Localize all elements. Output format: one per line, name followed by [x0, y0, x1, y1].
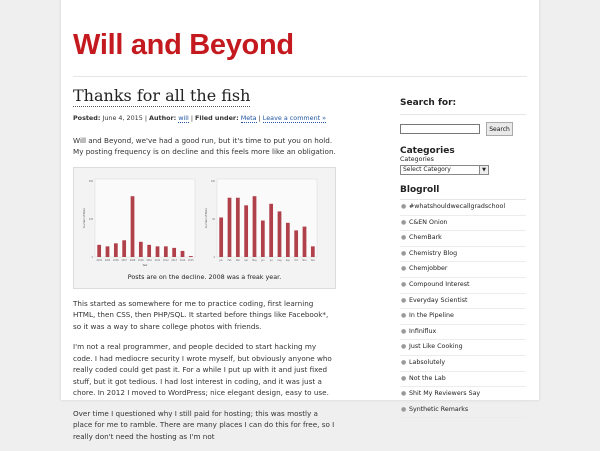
- blogroll-widget-title: Blogroll: [400, 185, 440, 195]
- chart-plot-area: [217, 179, 317, 257]
- chart-bar: [228, 197, 232, 256]
- x-tick-label: 2015: [188, 258, 194, 262]
- x-axis-label: Year: [142, 263, 148, 267]
- chart-bar: [131, 196, 135, 257]
- x-tick-label: Aug: [277, 258, 282, 262]
- x-tick-label: 2012: [163, 258, 169, 262]
- categories-label: Categories: [400, 156, 434, 163]
- y-tick-label: 100: [210, 179, 215, 183]
- post-meta: Posted: June 4, 2015 | Author: will | Filed under: Meta | Leave a comment »: [73, 114, 327, 122]
- chart-bar: [139, 241, 143, 256]
- chart-bar: [253, 196, 257, 257]
- sidebar: [400, 98, 526, 418]
- blogroll-item: [400, 403, 526, 419]
- bullet-icon: ●: [401, 405, 407, 413]
- bullet-icon: ●: [401, 358, 407, 366]
- y-axis-label: Number of Posts: [83, 207, 86, 228]
- x-tick-label: 2014: [179, 258, 186, 262]
- chart-bar: [236, 197, 240, 256]
- y-tick-label: 50: [212, 217, 215, 221]
- chart-bar: [106, 246, 110, 257]
- bullet-icon: ●: [401, 265, 407, 273]
- bullet-icon: ●: [401, 280, 407, 288]
- search-widget-title: Search for:: [400, 98, 457, 108]
- blogroll-item: [400, 294, 526, 310]
- blogroll-link[interactable]: Just Like Cooking: [409, 343, 463, 351]
- category-link[interactable]: Meta: [240, 114, 257, 122]
- post-date: June 4, 2015: [102, 114, 143, 122]
- blogroll-link[interactable]: Synthetic Remarks: [409, 405, 469, 413]
- x-tick-label: Sep: [285, 258, 290, 262]
- x-tick-label: Jun: [261, 258, 265, 262]
- post-paragraph: I'm not a real programmer, and people decided to start hacking my code. I had mediocre security I wrote myself, but obviously anyone who really coded could get past it. For a while I put up with it and just fixed stuff, but it got tedious. I had lost interest in coding, and it was just a chore. In 2012 I moved to WordPress; nice elegant design, easy to use.: [73, 342, 332, 397]
- search-button[interactable]: Search: [486, 122, 513, 136]
- x-tick-label: Mar: [235, 258, 240, 262]
- blogroll-list: [400, 200, 526, 418]
- chevron-down-icon[interactable]: ▼: [479, 166, 488, 174]
- blogroll-item: [400, 309, 526, 325]
- chart-bar: [172, 247, 176, 256]
- x-tick-label: Jan: [219, 258, 223, 262]
- blogroll-link[interactable]: Not the Lab: [409, 374, 446, 382]
- x-tick-label: 2013: [171, 258, 177, 262]
- bullet-icon: ●: [401, 312, 407, 320]
- widget-divider: [400, 114, 526, 115]
- chart-bar: [156, 246, 160, 257]
- posts-charts: [77, 171, 332, 273]
- x-tick-label: Jul: [269, 258, 273, 262]
- chart-bar: [269, 203, 273, 256]
- chart-bar: [114, 243, 118, 257]
- bullet-icon: ●: [401, 374, 407, 382]
- x-tick-label: Feb: [227, 258, 232, 262]
- x-tick-label: Apr: [244, 258, 249, 262]
- bullet-icon: ●: [401, 296, 407, 304]
- category-select-value: Select Category: [403, 166, 451, 173]
- chart-bar: [219, 217, 223, 257]
- chart-bar: [294, 230, 298, 257]
- post-title[interactable]: Thanks for all the fish: [73, 86, 251, 105]
- x-tick-label: 2008: [129, 258, 136, 262]
- blogroll-item: [400, 200, 526, 216]
- blogroll-item: [400, 262, 526, 278]
- x-tick-label: May: [252, 258, 257, 262]
- author-label: Author:: [149, 114, 177, 122]
- bullet-icon: ●: [401, 343, 407, 351]
- x-tick-label: 2010: [146, 258, 152, 262]
- site-title[interactable]: Will and Beyond: [73, 29, 294, 61]
- chart-bar: [181, 250, 185, 256]
- x-tick-label: 2004: [96, 258, 102, 262]
- leave-comment-link[interactable]: Leave a comment »: [262, 114, 327, 122]
- chart-bar: [147, 244, 151, 256]
- blogroll-item: [400, 325, 526, 341]
- bullet-icon: ●: [401, 390, 407, 398]
- search-input[interactable]: [400, 124, 480, 134]
- blogroll-link[interactable]: Compound Interest: [409, 280, 470, 288]
- blogroll-link[interactable]: Chemjobber: [409, 265, 448, 273]
- chart-bar: [311, 246, 315, 257]
- post-paragraph: Over time I questioned why I still paid for hosting; this was mostly a place for me to ramble. There are many places I can do this for free, so I really don't need the hosting as I'm not: [73, 408, 335, 441]
- y-tick-label: 125: [88, 217, 93, 221]
- x-tick-label: 2007: [121, 258, 127, 262]
- chart-bar: [286, 222, 290, 256]
- blogroll-link[interactable]: #whatshouldwecallgradschool: [409, 203, 506, 210]
- x-tick-label: Oct: [294, 258, 299, 262]
- y-tick-label: 0: [213, 255, 215, 259]
- x-tick-label: 2009: [138, 258, 144, 262]
- posted-label: Posted:: [73, 114, 101, 122]
- header-divider: [73, 76, 527, 77]
- x-tick-label: 2005: [104, 258, 111, 262]
- blogroll-item: [400, 247, 526, 263]
- blogroll-link[interactable]: C&EN Onion: [409, 218, 448, 226]
- chart-bar: [97, 244, 101, 256]
- blogroll-item: [400, 340, 526, 356]
- category-select[interactable]: [400, 165, 489, 175]
- categories-widget-title: Categories: [400, 146, 455, 156]
- x-tick-label: 2011: [154, 258, 161, 262]
- x-tick-label: Nov: [302, 258, 307, 262]
- bullet-icon: ●: [401, 234, 407, 242]
- chart-bar: [164, 246, 168, 257]
- bullet-icon: ●: [401, 203, 407, 210]
- blogroll-item: [400, 372, 526, 388]
- chart-bar: [303, 226, 307, 256]
- post-paragraph: Will and Beyond, we've had a good run, but it's time to put you on hold. My posting frequency is on decline and this feels more like an obligation.: [73, 135, 336, 156]
- y-axis-label: Number of Posts: [205, 207, 208, 228]
- chart-bar: [244, 205, 248, 257]
- search-form: [400, 122, 526, 140]
- bullet-icon: ●: [401, 327, 407, 335]
- bullet-icon: ●: [401, 218, 407, 226]
- page: [61, 0, 539, 441]
- blogroll-item: [400, 356, 526, 372]
- chart-bar: [278, 211, 282, 257]
- bullet-icon: ●: [401, 249, 407, 257]
- blogroll-item: [400, 231, 526, 247]
- blogroll-item: [400, 387, 526, 403]
- x-tick-label: 2006: [113, 258, 119, 262]
- blogroll-link[interactable]: ChemBark: [409, 234, 442, 242]
- blogroll-item: [400, 278, 526, 294]
- blogroll-link[interactable]: In the Pipeline: [409, 312, 454, 320]
- blogroll-item: [400, 216, 526, 232]
- filed-under-label: Filed under:: [195, 114, 239, 122]
- blogroll-link[interactable]: Chemistry Blog: [409, 249, 458, 257]
- x-tick-label: Dec: [310, 258, 315, 262]
- post-content: [73, 86, 336, 451]
- blogroll-link[interactable]: Labsolutely: [409, 358, 446, 366]
- chart-bar: [122, 240, 126, 257]
- blogroll-link[interactable]: Shit My Reviewers Say: [409, 390, 481, 398]
- blogroll-link[interactable]: Infiniflux: [409, 327, 437, 335]
- chart-bar: [189, 256, 193, 257]
- post-paragraph: This started as somewhere for me to practice coding, first learning HTML, then CSS, then PHP/SQL. It started before things like Facebook*, so it was a way to share college photos with friends.: [73, 298, 329, 331]
- y-tick-label: 0: [91, 255, 93, 259]
- post-entry: [73, 135, 336, 443]
- chart-bar: [261, 220, 265, 256]
- chart-plot-area: [95, 179, 195, 257]
- figure-caption: Posts are on the decline. 2008 was a freak year.: [127, 273, 282, 281]
- blogroll-link[interactable]: Everyday Scientist: [409, 296, 468, 304]
- author-link[interactable]: will: [178, 114, 189, 122]
- y-tick-label: 250: [88, 179, 93, 183]
- post-figure: [73, 167, 336, 289]
